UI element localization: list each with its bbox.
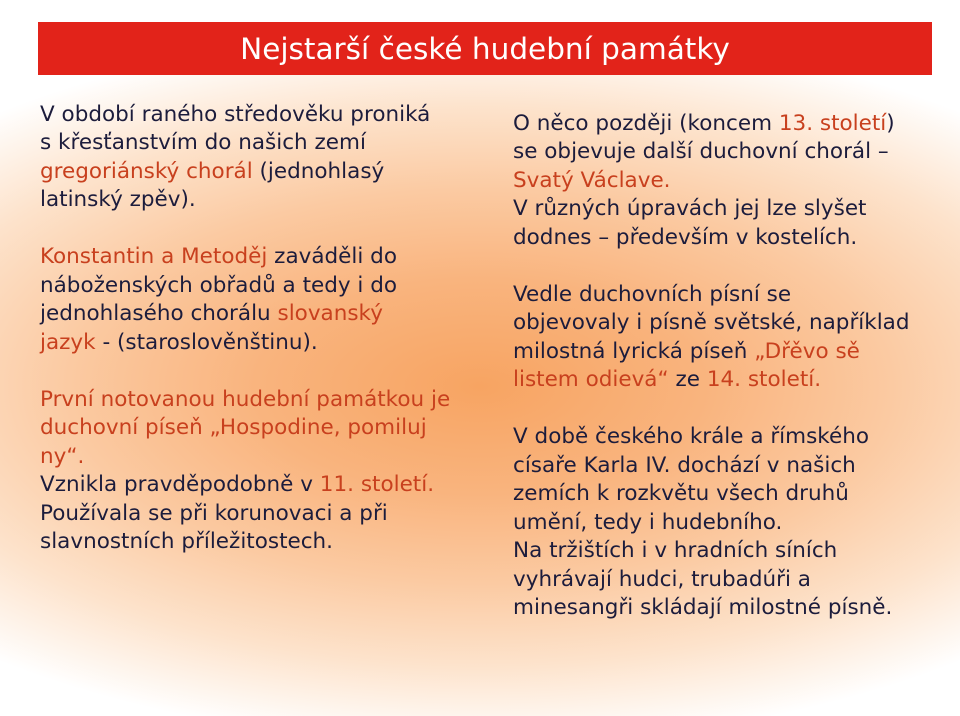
text-line xyxy=(40,386,450,415)
highlighted-text: Svatý Václave. xyxy=(513,167,671,193)
text-line xyxy=(513,167,910,196)
body-text: V době českého krále a římského xyxy=(513,424,869,450)
text-line xyxy=(40,443,450,472)
text-line xyxy=(513,366,910,395)
body-text: náboženských obřadů a tedy i do xyxy=(40,272,398,298)
highlighted-text: listem odievá“ xyxy=(513,367,669,393)
text-line xyxy=(513,138,910,167)
text-line xyxy=(40,471,450,500)
text-line xyxy=(40,101,450,130)
body-text: s křesťanstvím do našich zemí xyxy=(40,130,366,156)
body-text: ) xyxy=(886,110,895,136)
highlighted-text: 13. století xyxy=(778,110,887,136)
title-bar xyxy=(38,22,932,75)
body-text: latinský zpěv). xyxy=(40,187,196,213)
body-text: Vznikla pravděpodobně v xyxy=(40,472,320,498)
text-line xyxy=(40,272,450,301)
text-line xyxy=(513,224,910,253)
text-line xyxy=(40,129,450,158)
highlighted-text: „Dřěvo sě xyxy=(754,338,860,364)
body-text: (jednohlasý xyxy=(252,158,385,184)
text-line xyxy=(513,566,910,595)
highlighted-text: ny“. xyxy=(40,443,85,469)
body-text: objevovaly i písně světské, například xyxy=(513,310,910,336)
highlighted-text: duchovní píseň „Hospodine, pomiluj xyxy=(40,415,427,441)
body-text: - (staroslověnštinu). xyxy=(95,329,318,355)
paragraph-charles-iv-era xyxy=(513,423,910,623)
body-text: O něco později (koncem xyxy=(513,110,779,136)
text-line xyxy=(513,110,910,139)
text-line xyxy=(40,158,450,187)
body-text: V období raného středověku proniká xyxy=(40,101,431,127)
paragraph-hospodine-pomiluj-ny xyxy=(40,386,450,557)
highlighted-text: slovanský xyxy=(277,301,383,327)
text-line xyxy=(40,414,450,443)
text-line xyxy=(40,186,450,215)
slide-title: Nejstarší české hudební památky xyxy=(240,31,730,66)
text-line xyxy=(513,509,910,538)
body-text: zemích k rozkvětu všech druhů xyxy=(513,481,849,507)
paragraph-christianization xyxy=(40,101,450,215)
highlighted-text: První notovanou hudební památkou je xyxy=(40,386,451,412)
text-line xyxy=(513,594,910,623)
body-text: jednohlasého chorálu xyxy=(40,301,278,327)
highlighted-text: Konstantin a Metoděj xyxy=(40,244,268,270)
left-column xyxy=(40,101,450,557)
paragraph-cyril-methodius xyxy=(40,243,450,357)
body-text: císaře Karla IV. dochází v našich xyxy=(513,452,856,478)
body-text: zaváděli do xyxy=(267,244,397,270)
text-line xyxy=(513,195,910,224)
paragraph-secular-songs xyxy=(513,281,910,395)
body-text: V různých úpravách jej lze slyšet xyxy=(513,196,867,222)
body-text: milostná lyrická píseň xyxy=(513,338,755,364)
text-line xyxy=(40,329,450,358)
body-text: vyhrávají hudci, trubadúři a xyxy=(513,566,811,592)
body-text: slavnostních příležitostech. xyxy=(40,529,334,555)
body-text: dodnes – především v kostelích. xyxy=(513,224,858,250)
body-text: umění, tedy i hudebního. xyxy=(513,509,783,535)
text-line xyxy=(40,300,450,329)
text-line xyxy=(40,528,450,557)
highlighted-text: gregoriánský chorál xyxy=(40,158,253,184)
body-text: ze xyxy=(668,367,707,393)
text-line xyxy=(513,423,910,452)
text-line xyxy=(513,480,910,509)
text-line xyxy=(513,537,910,566)
body-text: Používala se při korunovaci a při xyxy=(40,500,388,526)
highlighted-text: 14. století. xyxy=(706,367,822,393)
highlighted-text: 11. století. xyxy=(319,472,435,498)
text-line xyxy=(513,309,910,338)
body-text: minesangři skládají milostné písně. xyxy=(513,595,893,621)
text-line xyxy=(513,452,910,481)
text-line xyxy=(40,500,450,529)
text-line xyxy=(513,338,910,367)
paragraph-svaty-vaclave xyxy=(513,110,910,253)
text-line xyxy=(40,243,450,272)
body-text: se objevuje další duchovní chorál – xyxy=(513,139,889,165)
highlighted-text: jazyk xyxy=(40,329,96,355)
text-line xyxy=(513,281,910,310)
body-text: Na tržištích i v hradních síních xyxy=(513,538,838,564)
right-column xyxy=(513,110,910,623)
body-text: Vedle duchovních písní se xyxy=(513,281,792,307)
